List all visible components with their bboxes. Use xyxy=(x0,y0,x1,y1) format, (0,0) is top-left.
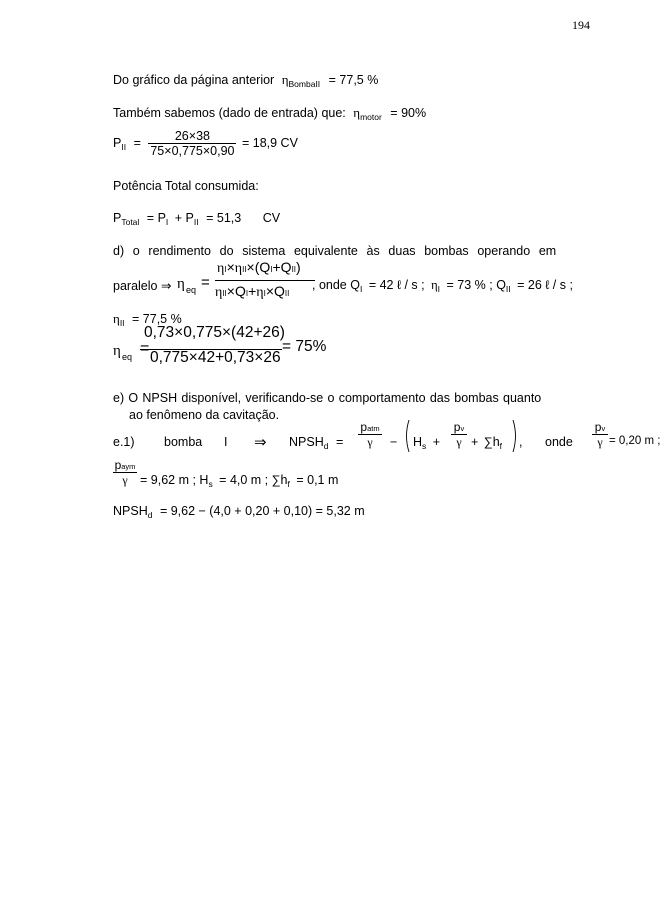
eta-i-value: = 73 % ; Q xyxy=(446,278,506,292)
line2-text: Também sabemos (dado de entrada) que: xyxy=(113,106,346,120)
potencia-total-heading: Potência Total consumida: xyxy=(113,179,259,193)
hs-term: $H_s$ + xyxy=(413,435,441,451)
p-ii-denominator: 75×0,775×0,90 xyxy=(150,144,235,158)
item-d-text: d) o rendimento do sistema equivalente às duas bombas operando em xyxy=(113,244,557,258)
paym-sub: aym xyxy=(121,462,136,471)
p-i-sub: I xyxy=(165,217,169,227)
npsh-d-label: $NPSH_d$ = xyxy=(289,435,344,451)
p-total-plus: + P xyxy=(174,211,194,225)
patm-sub: atm xyxy=(367,424,380,433)
eta-eq-fraction-bar xyxy=(215,280,315,281)
e1-label: e.1) xyxy=(113,435,135,449)
eta-symbol: η xyxy=(353,105,361,120)
eta-eq-numerator: ηI×ηII×(QI+QII) xyxy=(217,259,301,276)
eta-eq-denominator: ηII×QI+ηI×QII xyxy=(215,283,290,300)
patm-gamma-fraction xyxy=(358,420,382,450)
p-ii-fraction xyxy=(148,129,236,158)
pv-gamma-fraction-2: pv γ xyxy=(592,420,608,450)
patm-value: = 9,62 m ; H xyxy=(140,473,209,487)
p-ii-numerator: 26×38 xyxy=(148,129,236,144)
pv-p: p xyxy=(453,420,461,434)
eta-subscript: BombaII xyxy=(288,79,321,89)
q-ii-value: = 26 ℓ / s ; xyxy=(517,278,573,292)
item-e-line1: e) O NPSH disponível, verificando-se o comportamento das bombas quanto xyxy=(113,391,542,405)
p-total-eq: = P xyxy=(146,211,166,225)
npsh-sub: d xyxy=(323,441,329,451)
eta-eq-symbol: η xyxy=(177,276,185,292)
sum-hf: ∑h xyxy=(483,435,500,449)
onde-values: , onde $Q_I = 42$ ℓ / s ; $\eta_I = 73$ % ; $Q_{II} = 26$ ℓ / s ; xyxy=(312,278,573,294)
eta-subscript: motor xyxy=(360,112,382,122)
item-e-line2: ao fenômeno da cavitação. xyxy=(129,408,280,422)
eta-ii-symbol: η xyxy=(113,311,120,326)
pv-gamma-fraction: pv γ xyxy=(451,420,467,450)
calc-result: = 75% xyxy=(282,338,327,355)
paralelo-label: paralelo ⇒ xyxy=(113,279,172,293)
onde-q-label: , onde Q xyxy=(312,278,360,292)
hs-sub: s xyxy=(208,479,213,489)
eta-ii-value: = 77,5 % xyxy=(132,312,182,326)
npsh-text: NPSH xyxy=(289,435,324,449)
npsh-result-lhs: NPSH xyxy=(113,504,148,518)
text-dados-entrada xyxy=(113,105,426,121)
p-ii-lhs: P xyxy=(113,135,122,150)
text-grafico xyxy=(113,72,378,88)
p-total-result: = 51,3 xyxy=(206,211,242,225)
npsh-result-sub: d xyxy=(147,510,153,520)
values-line xyxy=(140,473,338,487)
hf-sub: f xyxy=(499,441,503,451)
eta-eq-sub: eq xyxy=(186,285,197,295)
eta-ii-line: $\eta_{II} = 77,5$ % xyxy=(113,311,182,328)
gamma-symbol: γ xyxy=(367,435,373,449)
hf-sub: f xyxy=(287,479,290,489)
npsh-result-expr: = 9,62 − (4,0 + 0,20 + 0,10) = 5,32 m xyxy=(159,504,365,518)
pv-value: = 0,20 m ; xyxy=(609,435,660,447)
sum-hf-term: + $\sum h_f$ xyxy=(471,435,503,451)
e1-onde: onde xyxy=(545,435,573,449)
e1-roman: I xyxy=(224,435,228,449)
patm-p: p xyxy=(360,420,368,434)
q-i-value: = 42 ℓ / s ; xyxy=(368,278,425,292)
hf-value: = 0,1 m xyxy=(296,473,339,487)
e1-arrow: ⇒ xyxy=(254,434,267,451)
hs-sub: s xyxy=(422,441,427,451)
line2-value: = 90% xyxy=(390,106,427,120)
calc-numerator: 0,73×0,775×(42+26) xyxy=(144,324,285,341)
p-ii-sub: II xyxy=(193,217,199,227)
calc-denominator: 0,775×42+0,73×26 xyxy=(150,349,281,366)
equation-p-total xyxy=(113,211,280,225)
npsh-result xyxy=(113,504,365,518)
p-total-unit: CV xyxy=(262,211,281,225)
p-ii-sub: II xyxy=(121,141,127,152)
left-paren xyxy=(403,419,411,453)
p-total-sub: Total xyxy=(121,217,140,227)
hs-value: = 4,0 m ; ∑h xyxy=(219,473,288,487)
page-number: 194 xyxy=(572,18,590,32)
pv-sub: v xyxy=(460,424,465,433)
p-ii-result: = 18,9 CV xyxy=(241,135,298,150)
eta-symbol: η xyxy=(281,72,289,87)
line1-text: Do gráfico da página anterior xyxy=(113,73,275,87)
p-total-lhs: P xyxy=(113,211,122,225)
e1-bomba: bomba xyxy=(164,435,203,449)
equation-p-ii: $P_{II}$ = $\frac{26\times 38}{75\times 0,775\times 0,90}$ = 18,9 CV xyxy=(113,129,298,158)
paym-p: p xyxy=(114,458,122,472)
paym-gamma-fraction: paym γ xyxy=(114,458,136,487)
right-paren xyxy=(511,419,519,453)
hs-h: H xyxy=(413,435,423,449)
line1-value: = 77,5 % xyxy=(328,73,379,87)
